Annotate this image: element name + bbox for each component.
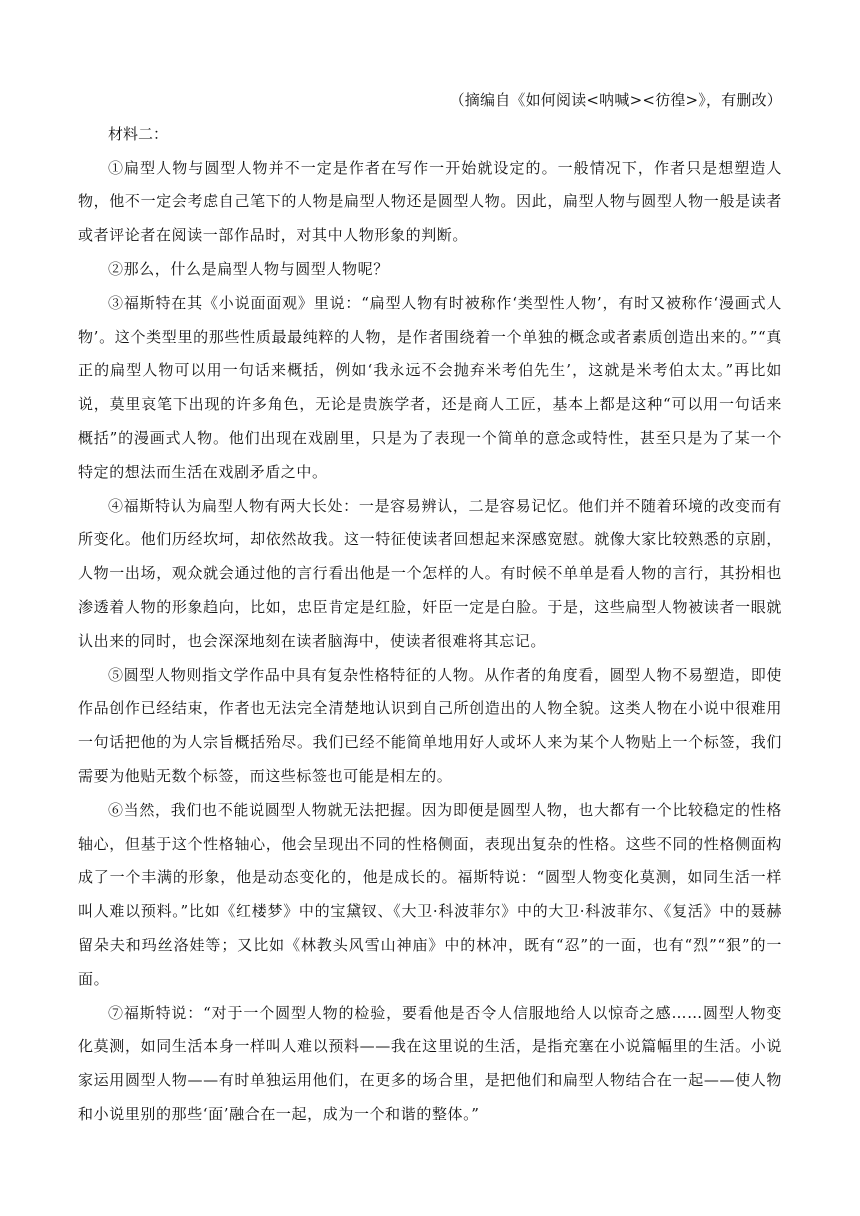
paragraph-1: ①扁型人物与圆型人物并不一定是作者在写作一开始就设定的。一般情况下，作者只是想塑造人物，他不一定会考虑自己笔下的人物是扁型人物还是圆型人物。因此，扁型人物与圆型人物一般是读者或者评论者在阅读一部作品时，对其中人物形象的判断。: [78, 158, 782, 245]
paragraph-6: ⑥当然，我们也不能说圆型人物就无法把握。因为即便是圆型人物，也大都有一个比较稳定的性格轴心，但基于这个性格轴心，他会呈现出不同的性格侧面，表现出复杂的性格。这些不同的性格侧面构成了一个丰满的形象，他是动态变化的，他是成长的。福斯特说：“圆型人物变化莫测，如同生活一样叫人难以预料。”比如《红楼梦》中的宝黛钗、《大卫·科波菲尔》中的大卫·科波菲尔、《复活》中的聂赫留朵夫和玛丝洛娃等；又比如《林教头风雪山神庙》中的林冲，既有“忍”的一面，也有“烈”“狠”的一面。: [78, 800, 782, 988]
paragraph-4: ④福斯特认为扁型人物有两大长处：一是容易辨认，二是容易记忆。他们并不随着环境的改变而有所变化。他们历经坎坷，却依然故我。这一特征使读者回想起来深感宽慰。就像大家比较熟悉的京剧，人物一出场，观众就会通过他的言行看出他是一个怎样的人。有时候不单单是看人物的言行，其扮相也渗透着人物的形象趋向，比如，忠臣肯定是红脸，奸臣一定是白脸。于是，这些扁型人物被读者一眼就认出来的同时，也会深深地刻在读者脑海中，使读者很难将其忘记。: [78, 496, 782, 650]
paragraph-2: ②那么，什么是扁型人物与圆型人物呢？: [108, 259, 389, 278]
document-page: [78, 84, 782, 1132]
paragraph-7: ⑦福斯特说：“对于一个圆型人物的检验，要看他是否令人信服地给人以惊奇之感……圆型人物变化莫测，如同生活本身一样叫人难以预料——我在这里说的生活，是指充塞在小说篇幅里的生活。小说家运用圆型人物——有时单独运用他们，在更多的场合里，是把他们和扁型人物结合在一起——使人物和小说里别的那些‘面’融合在一起，成为一个和谐的整体。”: [78, 1003, 782, 1123]
material-label: 材料二：: [108, 124, 169, 143]
source-note: （摘编自《如何阅读<呐喊><彷徨>》，有删改）: [449, 91, 782, 109]
paragraph-5: ⑤圆型人物则指文学作品中具有复杂性格特征的人物。从作者的角度看，圆型人物不易塑造，即使作品创作已经结束，作者也无法完全清楚地认识到自己所创造出的人物全貌。这类人物在小说中很难用一句话把他的为人宗旨概括殆尽。我们已经不能简单地用好人或坏人来为某个人物贴上一个标签，我们需要为他贴无数个标签，而这些标签也可能是相左的。: [78, 665, 782, 785]
paragraph-3: ③福斯特在其《小说面面观》里说：“扁型人物有时被称作‘类型性人物’，有时又被称作‘漫画式人物’。这个类型里的那些性质最最纯粹的人物，是作者围绕着一个单独的概念或者素质创造出来的。”“真正的扁型人物可以用一句话来概括，例如‘我永远不会抛弃米考伯先生’，这就是米考伯太太。”再比如说，莫里哀笔下出现的许多角色，无论是贵族学者，还是商人工匠，基本上都是这种“可以用一句话来概括”的漫画式人物。他们出现在戏剧里，只是为了表现一个简单的意念或特性，甚至只是为了某一个特定的想法而生活在戏剧矛盾之中。: [78, 293, 782, 481]
